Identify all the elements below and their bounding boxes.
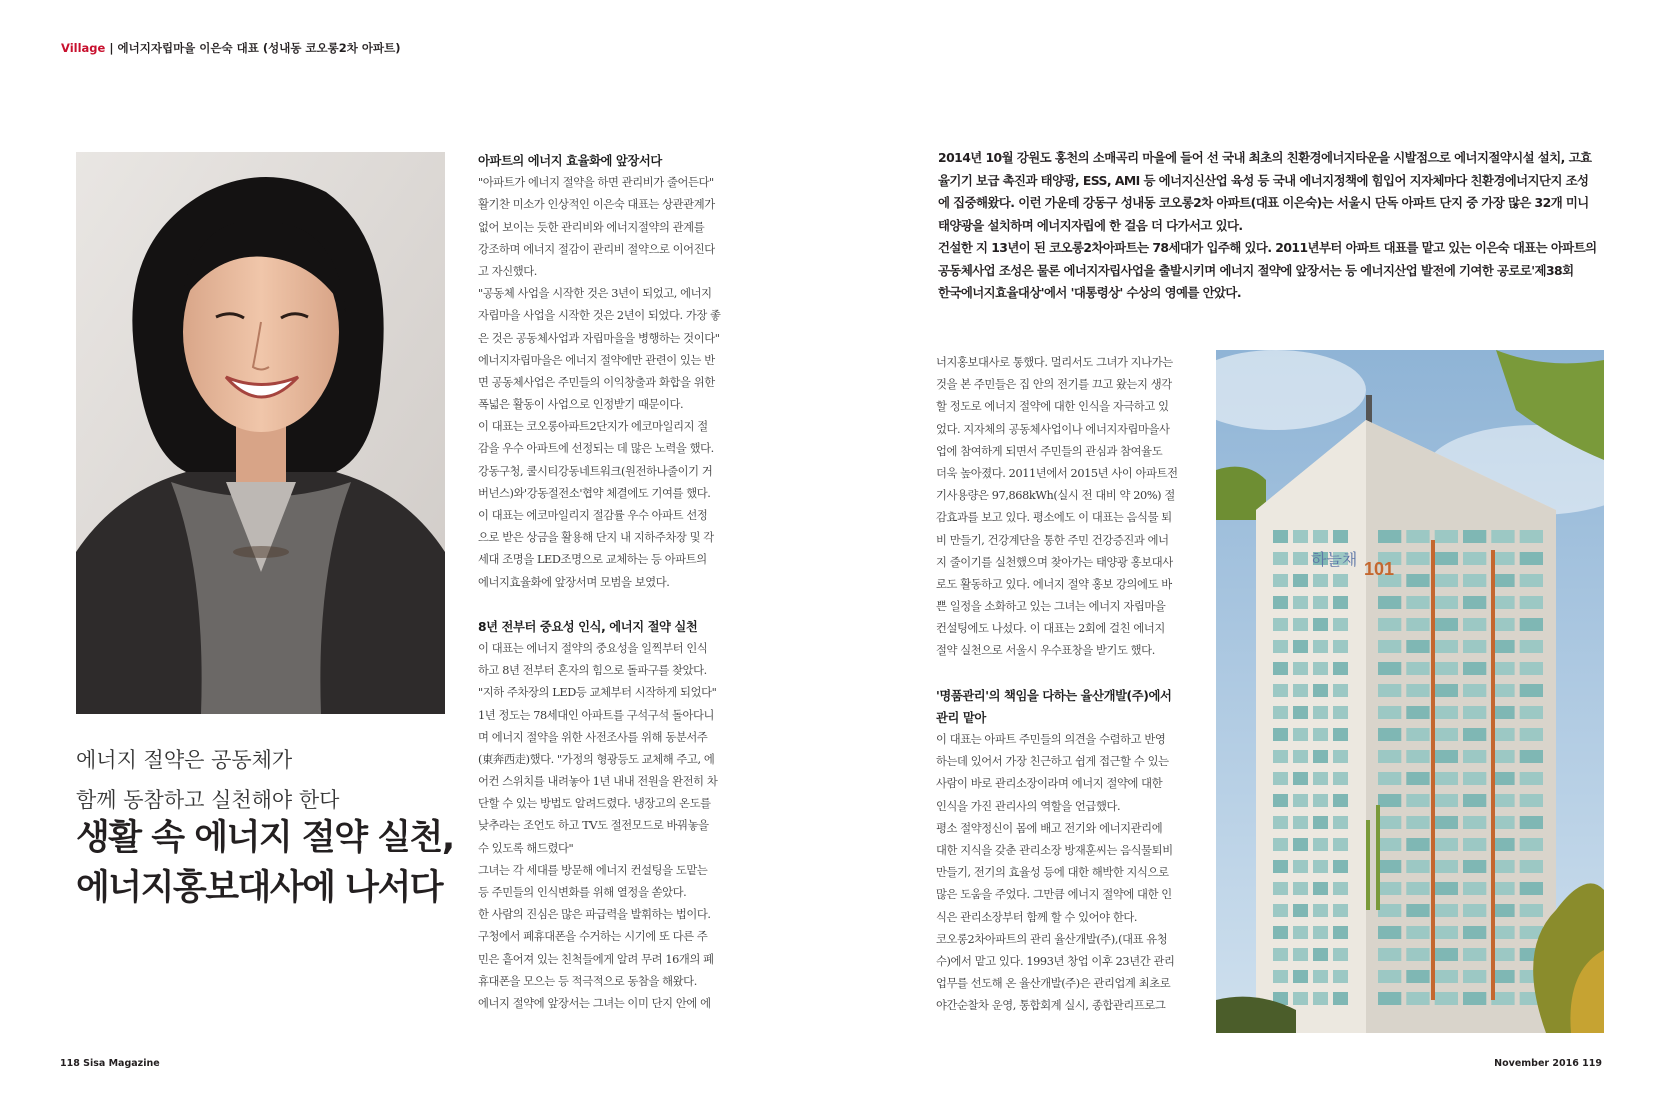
building-window xyxy=(1293,948,1308,961)
headline-line: 에너지홍보대사에 나서다 xyxy=(76,868,443,908)
body-line: 며 에너지 절약을 위한 사전조사를 위해 동분서주 xyxy=(478,730,708,744)
building-window xyxy=(1313,596,1328,609)
building-window xyxy=(1273,662,1288,675)
body-line: 폭넓은 활동이 사업으로 인정받기 때문이다. xyxy=(478,398,684,412)
building-window xyxy=(1435,728,1458,741)
building-window xyxy=(1435,530,1458,543)
body-line: 감효과를 보고 있다. 평소에도 이 대표는 음식물 퇴 xyxy=(936,511,1172,525)
body-line: 많은 도움을 주었다. 그만큼 에너지 절약에 대한 인 xyxy=(936,888,1172,902)
building-window xyxy=(1406,794,1429,807)
subhead-line: 에너지 절약은 공동체가 xyxy=(76,748,293,772)
body-line: 활기찬 미소가 인상적인 이은숙 대표는 상관관계가 xyxy=(478,198,715,212)
building-window xyxy=(1313,904,1328,917)
building-window xyxy=(1435,618,1458,631)
body-line: 휴대폰을 모으는 등 적극적으로 동참을 해왔다. xyxy=(478,974,697,988)
building-window xyxy=(1313,816,1328,829)
body-line: "공동체 사업을 시작한 것은 3년이 되었고, 에너지 xyxy=(478,287,712,301)
building-window xyxy=(1313,728,1328,741)
building-window xyxy=(1406,772,1429,785)
building-window xyxy=(1435,684,1458,697)
building-window xyxy=(1313,662,1328,675)
body-line: 고 자신했다. xyxy=(478,264,537,278)
section-heading: 관리 맡아 xyxy=(936,710,986,725)
building-window xyxy=(1273,970,1288,983)
building-window xyxy=(1435,640,1458,653)
body-line: 할 정도로 에너지 절약에 대한 인식을 자극하고 있 xyxy=(936,400,1169,414)
building-window xyxy=(1406,640,1429,653)
body-line: 인식을 가진 관리사의 역할을 언급했다. xyxy=(936,799,1121,813)
body-line: 업에 참여하게 되면서 주민들의 관심과 참여율도 xyxy=(936,444,1163,458)
building-window xyxy=(1435,926,1458,939)
body-line: 그녀는 각 세대를 방문해 에너지 컨설팅을 도맡는 xyxy=(478,863,708,877)
building-window xyxy=(1378,596,1401,609)
building-window xyxy=(1313,838,1328,851)
building-window xyxy=(1435,706,1458,719)
building-window xyxy=(1378,706,1401,719)
body-line: 업무를 선도해 온 율산개발(주)은 관리업계 최초로 xyxy=(936,977,1171,991)
body-line: 1년 정도는 78세대인 아파트를 구석구석 돌아다니 xyxy=(478,708,715,722)
building-window xyxy=(1435,882,1458,895)
building-window xyxy=(1273,838,1288,851)
building-window xyxy=(1520,706,1543,719)
building-window xyxy=(1435,838,1458,851)
building-window xyxy=(1313,574,1328,587)
building-window xyxy=(1313,706,1328,719)
body-line: 었다. 지자체의 공동체사업이나 에너지자립마을사 xyxy=(936,422,1170,436)
building-window xyxy=(1463,530,1486,543)
building-window xyxy=(1435,816,1458,829)
building-window xyxy=(1463,816,1486,829)
building-window xyxy=(1406,728,1429,741)
building-window xyxy=(1406,904,1429,917)
building-window xyxy=(1313,992,1328,1005)
building-window xyxy=(1463,618,1486,631)
building-window xyxy=(1313,926,1328,939)
body-line: 수 있도록 해드렸다" xyxy=(478,841,574,855)
building-window xyxy=(1293,530,1308,543)
building-window xyxy=(1273,574,1288,587)
building-window xyxy=(1313,750,1328,763)
building-window xyxy=(1520,662,1543,675)
building-window xyxy=(1435,596,1458,609)
building-window xyxy=(1520,574,1543,587)
body-line: 기사용량은 97,868kWh(실시 전 대비 약 20%) 절 xyxy=(936,489,1175,503)
building-window xyxy=(1333,596,1348,609)
building-window xyxy=(1273,860,1288,873)
building-window xyxy=(1406,838,1429,851)
body-line: 없어 보이는 듯한 관리비와 에너지절약의 관계를 xyxy=(478,220,705,234)
body-line: 절약 실천으로 서울시 우수표창을 받기도 했다. xyxy=(936,644,1155,658)
body-line: 어컨 스위치를 내려놓아 1년 내내 전원을 완전히 차 xyxy=(478,775,718,789)
building-window xyxy=(1463,684,1486,697)
building-window xyxy=(1293,684,1308,697)
building-window xyxy=(1406,750,1429,763)
building-window xyxy=(1293,618,1308,631)
building-window xyxy=(1435,992,1458,1005)
building-window xyxy=(1520,596,1543,609)
building-window xyxy=(1293,816,1308,829)
body-line: 등 주민들의 인식변화를 위해 열정을 쏟았다. xyxy=(478,886,687,899)
building-window xyxy=(1273,772,1288,785)
building-window xyxy=(1273,926,1288,939)
building-window xyxy=(1273,552,1288,565)
building-window xyxy=(1378,860,1401,873)
body-line: 쁜 일정을 소화하고 있는 그녀는 에너지 자립마을 xyxy=(936,600,1166,614)
building-window xyxy=(1463,904,1486,917)
building-window xyxy=(1273,618,1288,631)
building-window xyxy=(1293,772,1308,785)
body-line: 자립마을 사업을 시작한 것은 2년이 되었다. 가장 좋 xyxy=(478,309,721,323)
building-window xyxy=(1463,640,1486,653)
building-window xyxy=(1378,662,1401,675)
subhead xyxy=(76,740,339,820)
body-line: 이 대표는 아파트 주민들의 의견을 수렴하고 반영 xyxy=(936,733,1166,746)
building-window xyxy=(1406,882,1429,895)
building-window xyxy=(1378,640,1401,653)
building-window xyxy=(1313,772,1328,785)
building-window xyxy=(1293,926,1308,939)
building-window xyxy=(1378,926,1401,939)
building-window xyxy=(1406,948,1429,961)
building-window xyxy=(1273,882,1288,895)
building-window xyxy=(1463,882,1486,895)
body-line: 사람이 바로 관리소장이라며 에너지 절약에 대한 xyxy=(936,777,1163,791)
body-line: 한 사람의 진심은 많은 파급력을 발휘하는 법이다. xyxy=(478,908,711,922)
building-window xyxy=(1273,706,1288,719)
building-window xyxy=(1273,750,1288,763)
building-window xyxy=(1406,684,1429,697)
body-line: 더욱 높아졌다. 2011년에서 2015년 사이 아파트전 xyxy=(936,466,1178,480)
building-number-sign: 101 xyxy=(1364,559,1395,579)
building-window xyxy=(1406,618,1429,631)
building-window xyxy=(1435,860,1458,873)
building-window xyxy=(1333,574,1348,587)
building-window xyxy=(1463,772,1486,785)
body-line: 지 줄이기를 실천했으며 찾아가는 태양광 홍보대사 xyxy=(936,555,1173,569)
building-window xyxy=(1293,596,1308,609)
page-number-left: 118 Sisa Magazine xyxy=(60,1058,160,1069)
body-line: 평소 절약정신이 몸에 배고 전기와 에너지관리에 xyxy=(936,821,1163,835)
building-window xyxy=(1406,662,1429,675)
building-window xyxy=(1293,640,1308,653)
body-line: 너지홍보대사로 통했다. 멀리서도 그녀가 지나가는 xyxy=(936,356,1173,369)
building-window xyxy=(1333,882,1348,895)
section-heading: 아파트의 에너지 효율화에 앞장서다 xyxy=(478,154,662,168)
body-line: "지하 주차장의 LED등 교체부터 시작하게 되었다" xyxy=(478,686,717,700)
body-line: 에너지자립마을은 에너지 절약에만 관련이 있는 반 xyxy=(478,353,715,367)
body-line: 이 대표는 코오롱아파트2단지가 에코마일리지 절 xyxy=(478,420,708,434)
body-line: 민은 흩어져 있는 친척들에게 알려 무려 16개의 폐 xyxy=(478,952,714,966)
section-heading: 8년 전부터 중요성 인식, 에너지 절약 실천 xyxy=(478,619,698,634)
body-line: 에너지 절약에 앞장서는 그녀는 이미 단지 안에 에 xyxy=(478,996,711,1010)
apartment-building-photo xyxy=(1216,350,1604,1033)
building-window xyxy=(1463,596,1486,609)
intro-line: 태양광을 설치하며 에너지자립에 한 걸음 더 다가서고 있다. xyxy=(938,217,1243,233)
building-window xyxy=(1463,552,1486,565)
building-window xyxy=(1406,970,1429,983)
building-window xyxy=(1378,992,1401,1005)
building-window xyxy=(1520,838,1543,851)
building-window xyxy=(1293,552,1308,565)
building-window xyxy=(1293,706,1308,719)
building-window xyxy=(1333,530,1348,543)
intro-line: 한국에너지효율대상'에서 '대통령상' 수상의 영예를 안았다. xyxy=(938,285,1242,300)
building-window xyxy=(1520,728,1543,741)
building-window xyxy=(1378,618,1401,631)
intro-line: 건설한 지 13년이 된 코오롱2차아파트는 78세대가 입주해 있다. 2011년부터 아파트 대표를 맡고 있는 이은숙 대표는 아파트의 xyxy=(938,240,1597,255)
building-window xyxy=(1333,794,1348,807)
building-window xyxy=(1273,684,1288,697)
building-window xyxy=(1520,794,1543,807)
building-window xyxy=(1313,860,1328,873)
building-window xyxy=(1313,618,1328,631)
building-window xyxy=(1333,838,1348,851)
building-window xyxy=(1313,948,1328,961)
building-brand-sign: 하늘채 xyxy=(1311,552,1358,569)
building-window xyxy=(1406,574,1429,587)
building-window xyxy=(1520,530,1543,543)
building-window xyxy=(1463,706,1486,719)
building-window xyxy=(1273,596,1288,609)
body-line: 버넌스)와'강동절전소'협약 체결에도 기여를 했다. xyxy=(478,486,711,500)
building-window xyxy=(1293,662,1308,675)
building-window xyxy=(1378,750,1401,763)
building-window xyxy=(1520,772,1543,785)
building-window xyxy=(1273,530,1288,543)
building-window xyxy=(1491,530,1514,543)
body-line: 으로 받은 상금을 활용해 단지 내 지하주차장 및 각 xyxy=(478,531,714,545)
body-line: 야간순찰차 운영, 통합회계 실시, 종합관리프로그 xyxy=(936,999,1166,1013)
building-window xyxy=(1406,860,1429,873)
building-window xyxy=(1463,992,1486,1005)
portrait-photo xyxy=(76,152,445,714)
header-title: 에너지자립마을 이은숙 대표 (성내동 코오롱2차 아파트) xyxy=(117,41,401,55)
building-window xyxy=(1520,750,1543,763)
building-window xyxy=(1520,684,1543,697)
building-window xyxy=(1333,992,1348,1005)
building-window xyxy=(1333,684,1348,697)
building-window xyxy=(1333,816,1348,829)
building-window xyxy=(1273,794,1288,807)
building-window xyxy=(1520,904,1543,917)
building-window xyxy=(1520,552,1543,565)
building-window xyxy=(1333,904,1348,917)
body-line: 구청에서 폐휴대폰을 수거하는 시기에 또 다른 주 xyxy=(478,930,708,944)
building-window xyxy=(1333,772,1348,785)
building-window xyxy=(1293,838,1308,851)
building-window xyxy=(1333,728,1348,741)
building-window xyxy=(1463,750,1486,763)
building-window xyxy=(1435,574,1458,587)
building-window xyxy=(1273,816,1288,829)
building-window xyxy=(1435,552,1458,565)
building-window xyxy=(1313,970,1328,983)
building-window xyxy=(1333,970,1348,983)
intro-line: 율기기 보급 촉진과 태양광, ESS, AMI 등 에너지신산업 육성 등 국내 에너지정책에 힘입어 지자체마다 친환경에너지단지 조성 xyxy=(938,172,1589,188)
building-window xyxy=(1293,750,1308,763)
paragraph-gap xyxy=(936,663,1206,685)
headline xyxy=(76,813,454,913)
building-window xyxy=(1435,772,1458,785)
page-number-right: November 2016 119 xyxy=(1494,1058,1602,1069)
body-line: 것을 본 주민들은 집 안의 전기를 끄고 왔는지 생각 xyxy=(936,378,1172,392)
building-window xyxy=(1378,816,1401,829)
header-divider: | xyxy=(109,41,114,55)
body-line: 강조하며 에너지 절감이 관리비 절약으로 이어진다 xyxy=(478,242,715,256)
body-line: 이 대표는 에코마일리지 절감률 우수 아파트 선정 xyxy=(478,509,708,522)
building-window xyxy=(1333,948,1348,961)
building-window xyxy=(1333,860,1348,873)
building-window xyxy=(1293,882,1308,895)
building-window xyxy=(1406,596,1429,609)
building-window xyxy=(1378,794,1401,807)
building-window xyxy=(1313,794,1328,807)
body-line: 이 대표는 에너지 절약의 중요성을 일찍부터 인식 xyxy=(478,641,708,655)
building-window xyxy=(1313,530,1328,543)
building-window xyxy=(1463,662,1486,675)
building-window xyxy=(1406,706,1429,719)
paragraph-gap xyxy=(478,594,750,616)
building-window xyxy=(1333,750,1348,763)
building-window xyxy=(1333,662,1348,675)
building-window xyxy=(1520,882,1543,895)
building-window xyxy=(1293,992,1308,1005)
body-line: 에너지효율화에 앞장서며 모범을 보였다. xyxy=(478,575,670,589)
body-line: 컨설팅에도 나섰다. 이 대표는 2회에 걸친 에너지 xyxy=(936,622,1165,636)
building-window xyxy=(1463,794,1486,807)
body-line: 수)에서 맡고 있다. 1993년 창업 이후 23년간 관리 xyxy=(936,954,1175,968)
building-window xyxy=(1293,794,1308,807)
body-line: 비 만들기, 건강계단을 통한 주민 건강증진과 에너 xyxy=(936,533,1169,547)
building-window xyxy=(1435,904,1458,917)
subhead-line: 함께 동참하고 실천해야 한다 xyxy=(76,788,340,812)
building-window xyxy=(1520,860,1543,873)
body-line: (東奔西走)했다. "가정의 형광등도 교체해 주고, 에 xyxy=(478,752,715,766)
intro-line: 에 집중해왔다. 이런 가운데 강동구 성내동 코오롱2차 아파트(대표 이은숙)는 서울시 단독 아파트 단지 중 가장 많은 32개 미니 xyxy=(938,195,1589,210)
body-line: 세대 조명을 LED조명으로 교체하는 등 아파트의 xyxy=(478,553,707,567)
building-window xyxy=(1463,970,1486,983)
building-window xyxy=(1293,728,1308,741)
body-line: 만들기, 전기의 효율성 등에 대한 해박한 지식으로 xyxy=(936,866,1169,880)
body-line: 은 것은 공동체사업과 자립마을을 병행하는 것이다" xyxy=(478,331,720,345)
building-window xyxy=(1520,816,1543,829)
headline-line: 생활 속 에너지 절약 실천, xyxy=(76,818,454,858)
body-line: 하고 8년 전부터 혼자의 힘으로 돌파구를 찾았다. xyxy=(478,664,707,678)
building-window xyxy=(1463,574,1486,587)
body-line: 감을 우수 아파트에 선정되는 데 많은 노력을 했다. xyxy=(478,442,714,456)
body-line: "아파트가 에너지 절약을 하면 관리비가 줄어든다" xyxy=(478,176,714,190)
building-window xyxy=(1378,970,1401,983)
building-window xyxy=(1333,706,1348,719)
building-window xyxy=(1273,904,1288,917)
body-line: 단할 수 있는 방법도 알려드렸다. 냉장고의 온도를 xyxy=(478,797,711,811)
building-window xyxy=(1406,552,1429,565)
building-window xyxy=(1378,882,1401,895)
building-window xyxy=(1313,684,1328,697)
building-window xyxy=(1333,640,1348,653)
building-window xyxy=(1378,728,1401,741)
building-window xyxy=(1378,904,1401,917)
article-column-middle xyxy=(478,150,750,1015)
building-window xyxy=(1293,970,1308,983)
building-window xyxy=(1435,970,1458,983)
building-window xyxy=(1313,640,1328,653)
building-window xyxy=(1378,772,1401,785)
body-line: 면 공동체사업은 주민들의 이익창출과 화합을 위한 xyxy=(478,375,715,389)
building-window xyxy=(1293,860,1308,873)
building-window xyxy=(1463,926,1486,939)
body-line: 하는데 있어서 가장 친근하고 쉽게 접근할 수 있는 xyxy=(936,755,1169,769)
building-window xyxy=(1313,882,1328,895)
building-window xyxy=(1273,728,1288,741)
building-window xyxy=(1333,926,1348,939)
building-window xyxy=(1378,838,1401,851)
body-line: 식은 관리소장부터 함께 할 수 있어야 한다. xyxy=(936,910,1138,924)
building-window xyxy=(1520,640,1543,653)
building-window xyxy=(1463,728,1486,741)
building-window xyxy=(1378,530,1401,543)
building-window xyxy=(1273,948,1288,961)
body-line: 낮추라는 조언도 하고 TV도 절전모드로 바꿔놓을 xyxy=(478,819,709,833)
building-window xyxy=(1463,948,1486,961)
building-window xyxy=(1273,640,1288,653)
building-window xyxy=(1406,816,1429,829)
building-window xyxy=(1406,926,1429,939)
building-window xyxy=(1378,684,1401,697)
building-window xyxy=(1435,662,1458,675)
section-heading: '명품관리'의 책임을 다하는 율산개발(주)에서 xyxy=(936,688,1172,703)
building-window xyxy=(1463,860,1486,873)
building-window xyxy=(1435,794,1458,807)
article-column-right xyxy=(936,352,1206,1017)
building-window xyxy=(1463,838,1486,851)
body-line: 대한 지식을 갖춘 관리소장 방재훈씨는 음식물퇴비 xyxy=(936,843,1173,857)
building-window xyxy=(1293,904,1308,917)
body-line: 코오롱2차아파트의 관리 율산개발(주),(대표 유청 xyxy=(936,932,1168,946)
building-window xyxy=(1378,948,1401,961)
running-header xyxy=(61,40,400,56)
body-line: 강동구청, 쿨시티강동네트워크(원전하나줄이기 거 xyxy=(478,464,713,478)
building-window xyxy=(1293,574,1308,587)
building-window xyxy=(1333,618,1348,631)
body-line: 로도 활동하고 있다. 에너지 절약 홍보 강의에도 바 xyxy=(936,577,1172,591)
intro-line: 공동체사업 조성은 물론 에너지자립사업을 출발시키며 에너지 절약에 앞장서는 등 에너지산업 발전에 기여한 공로로'제38회 xyxy=(938,262,1574,278)
building-window xyxy=(1520,618,1543,631)
building-window xyxy=(1435,750,1458,763)
section-tag: Village xyxy=(61,41,106,55)
building-window xyxy=(1406,530,1429,543)
intro-line: 2014년 10월 강원도 홍천의 소매곡리 마을에 들어 선 국내 최초의 친환경에너지타운을 시발점으로 에너지절약시설 설치, 고효 xyxy=(938,150,1592,165)
building-window xyxy=(1435,948,1458,961)
building-window xyxy=(1406,992,1429,1005)
intro-paragraph xyxy=(938,147,1608,305)
